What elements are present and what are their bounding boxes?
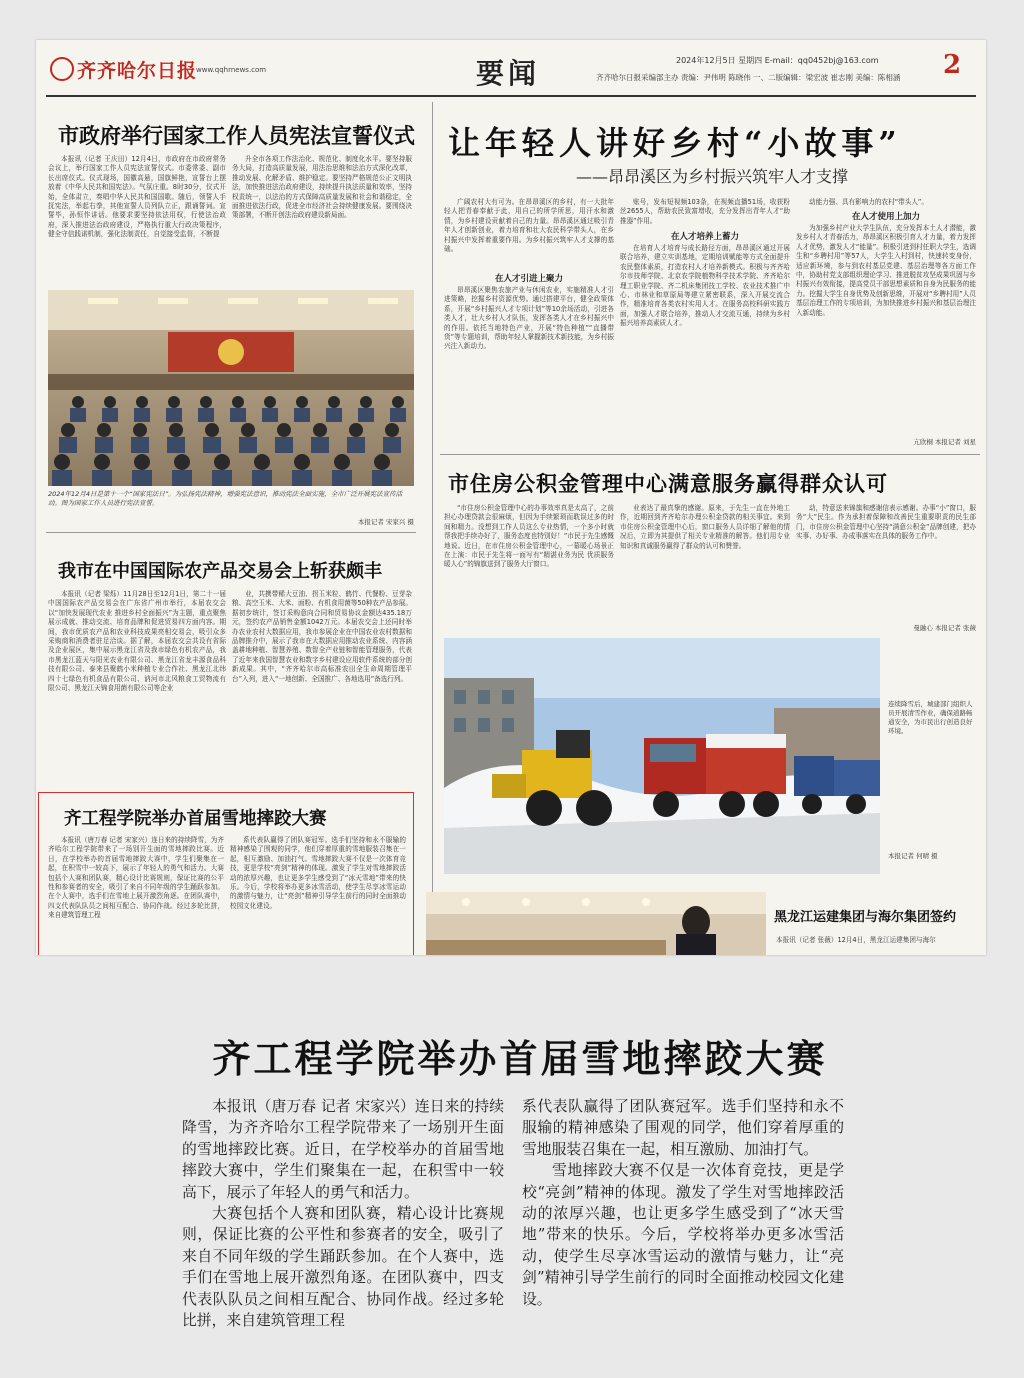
youth-col1-subhead: 在人才引进上聚力 [494,274,563,284]
zoomed-article [182,1004,862,1330]
youth-col1b: 昂昂溪区聚焦农旅产业与休闲农业，实施精准人才引进策略，挖掘乡村资源优势。通过搭建平台，健全政策体系，开展“乡村振兴人才专项计划”等10余场活动，引进各类人才，壮大乡村人才队伍，发挥各类人才在乡村振兴中的作用。依托当地特色产业，开展“特色种植”“直播带货”等专题培训，帮助年轻人掌握新技术新技能，为乡村振兴注入新动力。 [444,286,614,351]
headline-fund: 市住房公积金管理中心满意服务赢得群众认可 [448,471,888,496]
fund-credit: 曼融心 本报记者 张薇 [913,624,976,632]
haier-lead: 本报讯（记者 张薇）12月4日，黑龙江运建集团与海尔 [776,936,936,944]
headline-haier: 黑龙江运建集团与海尔集团签约 [774,910,957,925]
fund-col1: “市住房公积金管理中心的办事效率真是太高了，之前担心办理贷款会很麻烦，但因为手续繁琐而耽误过多的时间和精力。没想到工作人员这么专业热情，一个多小时就帮我把手续办好了，服务态度也特别好！”市民于先生感慨地说。近日，在市住房公积金管理中心，一幕暖心场景正在上演：市民于先生将一面写有“精湛业务为民 优质服务暖人心”的锦旗送到了服务大厅窗口。 [444,504,614,569]
editors-line: 齐齐哈尔日报采编部主办 责编：尹伟明 陈晓伟 一、二版编辑：梁宏波 崔志刚 美编：陈相涵 [596,73,901,82]
zoom-col-left [182,1096,504,1331]
zoom-left-paragraph-2: 大赛包括个人赛和团队赛，精心设计比赛规则，保证比赛的公平性和参赛者的安全，吸引了来自不同年级的学生踊跃参加。在个人赛中，选手们在雪地上展开激烈角逐。在团队赛中，四支代表队队员之间相互配合、协同作战。经过多轮比拼，来自建筑管理工程 [182,1205,504,1330]
youth-col3b: 为加强乡村产业大学生队伍，充分发挥本土人才潜能，激发乡村人才青春活力，昂昂溪区积极引育人才力量，着力发挥人才优势，激发人才“能量”。积极引进到村任职大学生，选调生和“乡聘村用”等57人，大学生入村到村，快速转变身份，适应新环境，参与到农村基层党建、基层治理等各方面工作中，协助村党支部组织理论学习、推进脱贫攻坚成果巩固与乡村振兴有效衔接，提高党员干部思想素质和自身为民服务的能力。挖掘大学生自身优势及创新思维，开展对“乡聘村用”人员基层治理工作的专项培训，为加快推进乡村振兴和基层治理注入新动能。 [796,224,976,317]
snow-small-col1: 本报讯（唐万春 记者 宋家兴）连日来的持续降雪，为齐齐哈尔工程学院带来了一场别开生面的雪地摔跤比赛。近日，在学校举办的首届雪地摔跤大赛中，学生们聚集在一起，在积雪中一较高下，展示了年轻人的勇气和活力。大赛包括个人赛和团队赛，精心设计比赛规则，保证比赛的公平性和参赛者的安全，吸引了来自不同年级的学生踊跃参加。在个人赛中，选手们在雪地上展开激烈角逐。在团队赛中，四支代表队队员之间相互配合、协同作战。经过多轮比拼，来自建筑管理工程 [48,836,224,920]
headline-youth: 让年轻人讲好乡村“小故事” [448,124,902,162]
headline-constitution: 市政府举行国家工作人员宪法宣誓仪式 [58,123,415,148]
constitution-col2: 升全市各项工作法治化、规范化、制度化水平。要坚持服务大局，打造高质量发展，用法治思维和法治方式深化改革，推动发展、化解矛盾、维护稳定。要坚持严格规范公正文明执法，加快推进法治政府建设，持续提升执法质量和效率，坚持权责统一，以法治的方式保障高质量发展和社会和谐稳定，全面推进依法行政，促进全市经济社会持续健康发展。要围绕决策部署，不断开创法治政府建设新局面。 [232,155,412,220]
headline-snow-small: 齐工程学院举办首届雪地摔跤大赛 [64,809,327,829]
headline-farm: 我市在中国国际农产品交易会上斩获颇丰 [58,561,382,582]
date-line: 2024年12月5日 星期四 E-mail：qq0452bj@163.com [676,56,879,65]
masthead-logo [50,56,197,83]
page-number: 2 [943,50,962,80]
fund-col3: 动，特意送来锦旗和感谢信表示感谢。办事“小”窗口，服务“大”民生。作为承担着保障和改善民生重要职责的民生部门，市住房公积金管理中心坚持“满意公积金”品牌创建，把办实事、办好事、办成事落实在具体的服务工作中。 [796,504,976,541]
snow-trucks-credit: 本报记者 何晴 摄 [888,852,938,860]
youth-col1: 广阔农村大有可为。在昂昂溪区的乡村，有一大批年轻人把青春奉献于此，用自己的所学所思，用汗水和激情，为乡村建设贡献着自己的力量。昂昂溪区通过吸引青年人才创新创业，着力培育和壮大农民科学带头人，在乡村振兴中发挥着重要作用。为乡村振兴筑牢人才支撑的基础。 [444,198,614,254]
youth-col2: 账号，发布短视频103条，在视频直播51场，收获粉丝2655人，帮助农民致富增收，充分发挥出青年人才“助推器”作用。 [620,198,790,225]
snow-clearing-illustration [444,638,880,874]
masthead-rule [46,95,976,97]
snow-small-col2: 系代表队赢得了团队赛冠军。选手们坚持和永不服输的精神感染了围观的同学，他们穿着厚重的雪地服装召集在一起，相互激励、加油打气。雪地摔跤大赛不仅是一次体育竞技，更是学校“亮剑”精神的体现。激发了学生对雪地摔跤活动的浓厚兴趣，也让更多学生感受到了“冰天雪地”带来的快乐。今后，学校将举办更多冰雪活动，使学生尽享冰雪运动的激情与魅力，让“亮剑”精神引导学生前行的同时全面推动校园文化建设。 [230,836,406,910]
divider [46,532,416,533]
youth-col3-subhead: 在人才使用上加力 [851,212,920,222]
subheadline-youth: ——昂昂溪区为乡村振兴筑牢人才支撑 [576,167,849,186]
section-title: 要闻 [476,57,541,90]
snow-trucks-caption: 连续降雪后，城建部门组织人员开展清雪作业，确保道路畅通安全，为市民出行创造良好环境。 [888,700,973,735]
farm-col1: 本报讯（记者 梁烁）11月28日至12月1日，第二十一届中国国际农产品交易会在广东省广州市举行，本届农交会以“加快发展现代农业 推进乡村全面振兴”为主题，重点聚焦展示成就、推动交流、培育品牌和促进贸易四方面内容。期间，我市优质农产品和农业科技成果亮相交易会，吸引众多采购商和消费者驻足洽谈。据了解，本届农交会共设有省际及企业展区，集中展示黑龙江省及我市绿色有机农产品，我市黑龙江蓝天与阳光农业有限公司、黑龙江省龙丰源食品科技有限公司、泰来县聚鹤小米种植专业合作社、黑龙江北纬四十七绿色有机食品有限公司、讷河市北风粮食工贸物流有限公司、黑龙江天锦食用菌有限公司等企业 [48,590,226,693]
logo-seal-icon [50,57,74,81]
zoom-right-paragraph-2: 雪地摔跤大赛不仅是一次体育竞技，更是学校“亮剑”精神的体现。激发了学生对雪地摔跤活动的浓厚兴趣，也让更多学生感受到了“冰天雪地”带来的快乐。今后，学校将举办更多冰雪活动，使学生尽享冰雪运动的激情与魅力，让“亮剑”精神引导学生前行的同时全面推动校园文化建设。 [522,1162,844,1308]
column-divider [432,102,433,952]
photo-constitution-caption: 2024年12月4日是第十一个“国家宪法日”。为弘扬宪法精神，增强宪法意识，推动宪法全面实施，全市广泛开展宪法宣传活动。图为国家工作人员进行宪法宣誓。 [48,490,403,507]
photo-snow-trucks [444,638,880,874]
photo-constitution-credit: 本报记者 宋家兴 摄 [357,518,414,526]
zoom-headline: 齐工程学院举办首届雪地摔跤大赛 [212,1036,828,1081]
youth-credit: 亢欣桐 本报记者 刘星 [913,438,976,446]
zoom-right-paragraph-1: 系代表队赢得了团队赛冠军。选手们坚持和永不服输的精神感染了围观的同学，他们穿着厚重的雪地服装召集在一起，相互激励、加油打气。 [522,1098,844,1158]
logo-text: 齐齐哈尔日报 [77,60,198,82]
youth-col3: 动能力强、具有影响力的农村“带头人”。 [809,198,928,206]
farm-col2: 业，共携带稀大豆油、拐玉米粒、鹤竹、代餐粉、豆芽杂粮、高空玉米、大米、面粉、有机食用菌等50种农产品参展。据初步统计，签订采购意向合同和贸易协议金额达435.18万元，签约农产品销售金额1042万元。本届农交会上还同时举办农业农村大数据应用，我市参展企业在中国农业农村数据和品牌推介中，展示了我市在大数据应用推动农业系统、内容涵盖耕地种植、智慧养殖、数智全产业链和智能管理服务，代表了近年来我国智慧农业和数字乡村建设应用软件系统的部分创新成果。其中，“齐齐哈尔市高标准农田全生命周期管理平台”入列，进入“一地创新、全国推广、各地选用”备选行列。 [232,590,412,683]
masthead-url: www.qqhrnews.com [196,66,267,74]
divider [440,454,980,455]
fund-col2: 业表达了最真挚的感谢。原来，于先生一直在外地工作，近期回到齐齐哈尔办理公积金贷款的相关事宜。来到市住房公积金管理中心后，窗口服务人员详细了解他的情况后，立即为其提供了相关专业精准的解答。他们用专业知识和真诚服务赢得了群众的认可和赞誉。 [620,504,790,550]
newspaper-page [36,40,986,955]
signing-illustration [426,892,766,955]
youth-col2-subhead: 在人才培养上蓄力 [670,232,739,242]
zoom-left-paragraph-1: 本报讯（唐万春 记者 宋家兴）连日来的持续降雪，为齐齐哈尔工程学院带来了一场别开生面的雪地摔跤比赛。近日，在学校举办的首届雪地摔跤大赛中，学生们聚集在一起，在积雪中一较高下，展示了年轻人的勇气和活力。 [182,1098,504,1201]
zoom-col-right [522,1096,844,1310]
youth-col2b: 在培育人才培育与成长路径方面，昂昂溪区通过开展联合培养，建立实训基地，定期培训赋能等方式全面提升农民整体素质，打造农村人才培养新模式。积极与齐齐哈尔市技师学院、北京农学院植物科学技术学院、齐齐哈尔理工职业学院、齐二机床集团技工学校、农业技术推广中心、市林业和草原局等建立紧密联系，深入开展交流合作，精准培育各类农村实用人才。在服务高校科研实践方面，加强人才联合培养，推动人才交流互通，持续为乡村振兴培养高素质人才。 [620,244,790,328]
meeting-hall-illustration [48,290,414,486]
constitution-col1: 本报讯（记者 王庆田）12月4日，市政府在市政府常务会议上，举行国家工作人员宪法宣誓仪式。市委常委、副市长出席仪式。仪式现场，国徽高悬，国旗鲜艳，宣誓台上摆放着《中华人民共和国宪法》。气氛庄重。8时30分，仪式开始，全体肃立，奏唱中华人民共和国国歌。随后，领誓人手抚宪法，举起右拳，其他宣誓人员列队立正，跟诵誓词。宣誓毕，孙恒作讲话。他要求要坚持依法用权，行使法治政府，深入推进法治政府建设，严格执行重大行政决策程序，健全守信践诺机制，强化法制责任，自觉接受监督，不断提 [48,155,226,239]
photo-haier-signing [426,892,766,955]
photo-constitution-meeting [48,290,414,486]
